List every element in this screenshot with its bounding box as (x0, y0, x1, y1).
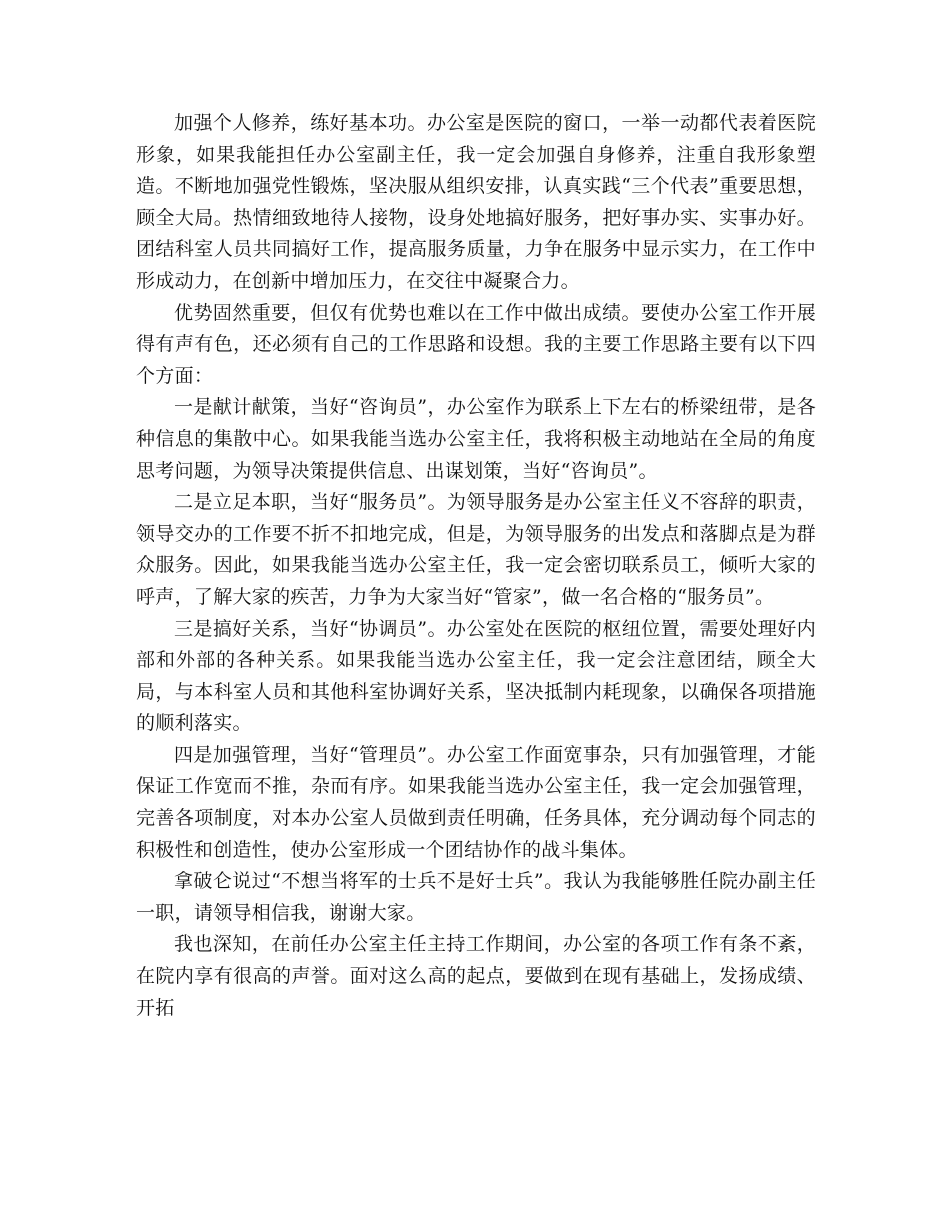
paragraph-coordinator: 三是搞好关系，当好“协调员”。办公室处在医院的枢纽位置，需要处理好内部和外部的各种关系。如果我能当选办公室主任，我一定会注意团结，顾全大局，与本科室人员和其他科室协调好关系，坚决抵制内耗现象，以确保各项措施的顺利落实。 (136, 617, 816, 735)
paragraph-administrator: 四是加强管理，当好“管理员”。办公室工作面宽事杂，只有加强管理，才能保证工作宽而不推，杂而有序。如果我能当选办公室主任，我一定会加强管理，完善各项制度，对本办公室人员做到责任明确，任务具体，充分调动每个同志的积极性和创造性，使办公室形成一个团结协作的战斗集体。 (136, 743, 816, 861)
paragraph-predecessor: 我也深知，在前任办公室主任主持工作期间，办公室的各项工作有条不紊，在院内享有很高的声誉。面对这么高的起点，要做到在现有基础上，发扬成绩、开拓 (136, 933, 816, 1019)
paragraph-service-staff: 二是立足本职，当好“服务员”。为领导服务是办公室主任义不容辞的职责，领导交办的工作要不折不扣地完成，但是，为领导服务的出发点和落脚点是为群众服务。因此，如果我能当选办公室主任，我一定会密切联系员工，倾听大家的呼声，了解大家的疾苦，力争为大家当好“管家”，做一名合格的“服务员”。 (136, 491, 816, 608)
document-body (136, 108, 816, 1024)
paragraph-consultant: 一是献计献策，当好“咨询员”，办公室作为联系上下左右的桥梁纽带，是各种信息的集散中心。如果我能当选办公室主任，我将积极主动地站在全局的角度思考问题，为领导决策提供信息、出谋划策，当好“咨询员”。 (136, 396, 816, 482)
paragraph-personal-cultivation: 加强个人修养，练好基本功。办公室是医院的窗口，一举一动都代表着医院形象，如果我能担任办公室副主任，我一定会加强自身修养，注重自我形象塑造。不断地加强党性锻炼，坚决服从组织安排，认真实践“三个代表”重要思想，顾全大局。热情细致地待人接物，设身处地搞好服务，把好事办实、实事办好。团结科室人员共同搞好工作，提高服务质量，力争在服务中显示实力，在工作中形成动力，在创新中增加压力，在交往中凝聚合力。 (136, 112, 816, 292)
paragraph-napoleon-quote: 拿破仑说过“不想当将军的士兵不是好士兵”。我认为我能够胜任院办副主任一职，请领导相信我，谢谢大家。 (136, 870, 816, 924)
paragraph-work-ideas-intro: 优势固然重要，但仅有优势也难以在工作中做出成绩。要使办公室工作开展得有声有色，还必须有自己的工作思路和设想。我的主要工作思路主要有以下四个方面： (136, 301, 816, 387)
